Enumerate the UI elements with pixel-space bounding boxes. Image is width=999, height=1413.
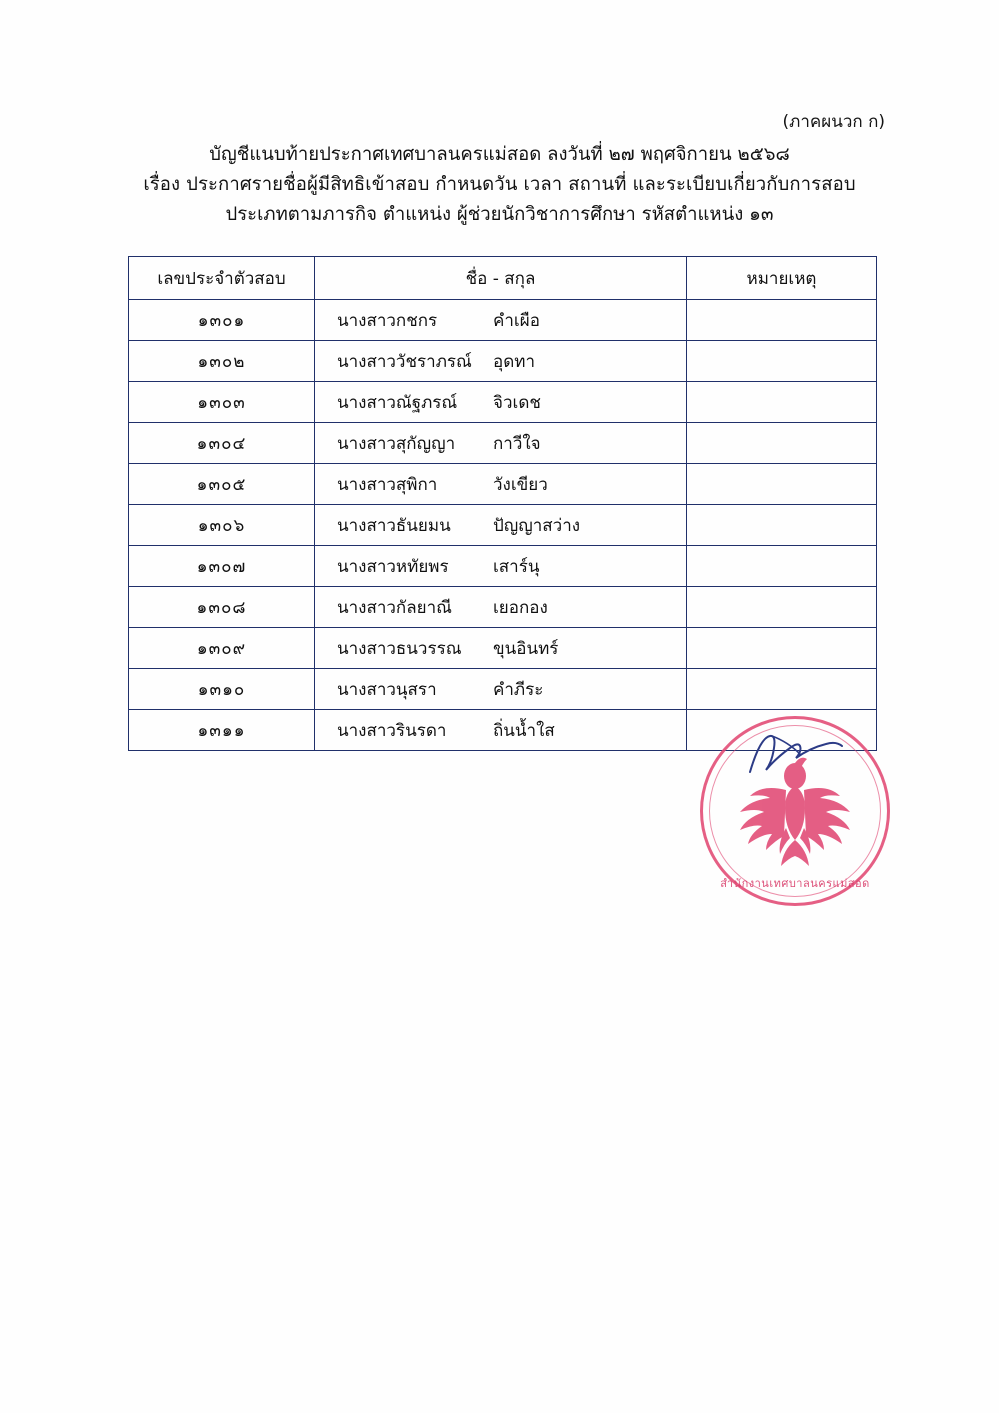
column-header-remark: หมายเหตุ — [687, 257, 877, 300]
cell-exam-id: ๑๓๐๖ — [129, 505, 315, 546]
cell-last-name: วังเขียว — [493, 474, 548, 495]
table-row — [129, 341, 877, 382]
candidate-table — [128, 256, 877, 751]
cell-first-name: นางสาวกชกร — [337, 310, 438, 331]
cell-last-name: จิวเดช — [493, 392, 541, 413]
cell-first-name: นางสาวสุกัญญา — [337, 433, 456, 454]
table-row — [129, 669, 877, 710]
seal-caption: สำนักงานเทศบาลนครแม่สอด — [720, 877, 870, 890]
cell-exam-id: ๑๓๐๗ — [129, 546, 315, 587]
signature-mark — [742, 726, 862, 786]
cell-first-name: นางสาวธนวรรณ — [337, 638, 462, 659]
cell-last-name: ปัญญาสว่าง — [493, 515, 581, 536]
candidate-table-wrapper — [128, 256, 876, 751]
cell-remark — [687, 300, 877, 341]
title-line-1: บัญชีแนบท้ายประกาศเทศบาลนครแม่สอด ลงวันที่ ๒๗ พฤศจิกายน ๒๕๖๘ — [209, 144, 790, 165]
cell-last-name: คำเผือ — [493, 310, 540, 331]
column-header-full-name: ชื่อ - สกุล — [315, 257, 687, 300]
table-header-row — [129, 257, 877, 300]
cell-first-name: นางสาวธันยมน — [337, 515, 451, 536]
table-row — [129, 423, 877, 464]
cell-exam-id: ๑๓๐๒ — [129, 341, 315, 382]
table-row — [129, 464, 877, 505]
table-row — [129, 382, 877, 423]
cell-exam-id: ๑๓๐๑ — [129, 300, 315, 341]
cell-full-name — [315, 382, 687, 423]
table-row — [129, 546, 877, 587]
cell-exam-id: ๑๓๐๙ — [129, 628, 315, 669]
cell-full-name — [315, 423, 687, 464]
title-line-2: เรื่อง ประกาศรายชื่อผู้มีสิทธิเข้าสอบ กำหนดวัน เวลา สถานที่ และระเบียบเกี่ยวกับการสอบ — [143, 174, 856, 195]
cell-full-name — [315, 300, 687, 341]
cell-last-name: ขุนอินทร์ — [493, 638, 559, 659]
table-row — [129, 505, 877, 546]
column-header-exam-id: เลขประจำตัวสอบ — [129, 257, 315, 300]
cell-last-name: เยอกอง — [493, 597, 548, 618]
cell-exam-id: ๑๓๐๔ — [129, 423, 315, 464]
cell-remark — [687, 587, 877, 628]
cell-last-name: อุดทา — [493, 351, 536, 372]
document-title-block — [0, 140, 999, 230]
cell-last-name: คำภีระ — [493, 679, 544, 700]
cell-remark — [687, 423, 877, 464]
cell-exam-id: ๑๓๑๑ — [129, 710, 315, 751]
cell-full-name — [315, 464, 687, 505]
cell-exam-id: ๑๓๐๘ — [129, 587, 315, 628]
cell-full-name — [315, 669, 687, 710]
title-line-3: ประเภทตามภารกิจ ตำแหน่ง ผู้ช่วยนักวิชาการศึกษา รหัสตำแหน่ง ๑๓ — [225, 204, 774, 225]
table-row — [129, 628, 877, 669]
cell-remark — [687, 669, 877, 710]
cell-full-name — [315, 546, 687, 587]
cell-last-name: เสาร์นุ — [493, 556, 540, 577]
appendix-tag: (ภาคผนวก ก) — [782, 112, 885, 132]
cell-full-name — [315, 587, 687, 628]
cell-first-name: นางสาวหทัยพร — [337, 556, 449, 577]
cell-exam-id: ๑๓๐๓ — [129, 382, 315, 423]
cell-full-name — [315, 505, 687, 546]
cell-remark — [687, 382, 877, 423]
cell-exam-id: ๑๓๑๐ — [129, 669, 315, 710]
cell-first-name: นางสาวสุพิกา — [337, 474, 438, 495]
table-row — [129, 587, 877, 628]
cell-full-name — [315, 628, 687, 669]
cell-remark — [687, 628, 877, 669]
cell-first-name: นางสาวกัลยาณี — [337, 597, 452, 618]
cell-full-name — [315, 710, 687, 751]
cell-remark — [687, 341, 877, 382]
candidate-table-body — [129, 300, 877, 751]
cell-full-name — [315, 341, 687, 382]
cell-remark — [687, 546, 877, 587]
cell-last-name: ถิ่นน้ำใส — [493, 720, 555, 741]
table-row — [129, 300, 877, 341]
cell-first-name: นางสาวรินรดา — [337, 720, 447, 741]
cell-first-name: นางสาวนุสรา — [337, 679, 437, 700]
cell-last-name: กาวีใจ — [493, 433, 541, 454]
cell-exam-id: ๑๓๐๕ — [129, 464, 315, 505]
cell-first-name: นางสาวณัฐภรณ์ — [337, 392, 458, 413]
cell-remark — [687, 464, 877, 505]
cell-first-name: นางสาววัชราภรณ์ — [337, 351, 472, 372]
cell-remark — [687, 505, 877, 546]
